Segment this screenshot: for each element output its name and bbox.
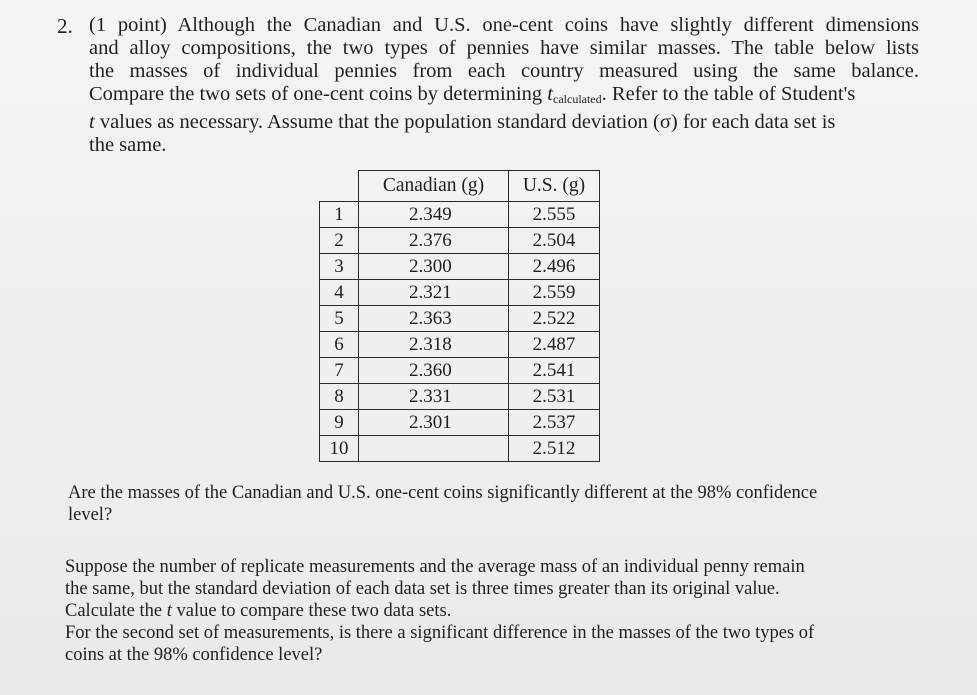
row-index: 8 bbox=[320, 384, 359, 410]
intro-line-3: the masses of individual pennies from each country measured using the same balance. bbox=[89, 60, 919, 82]
canadian-mass: 2.376 bbox=[359, 228, 509, 254]
us-mass: 2.496 bbox=[509, 254, 600, 280]
question-part-b bbox=[65, 556, 915, 666]
part-a-line-1: Are the masses of the Canadian and U.S. one-cent coins significantly different at the 98% confidence bbox=[68, 483, 818, 503]
question-part-a bbox=[68, 482, 918, 526]
row-index: 10 bbox=[320, 436, 359, 462]
table-row bbox=[320, 384, 600, 410]
intro-line-1: (1 point) Although the Canadian and U.S. one-cent coins have slightly different dimensions bbox=[89, 14, 919, 36]
us-mass: 2.537 bbox=[509, 410, 600, 436]
us-mass: 2.531 bbox=[509, 384, 600, 410]
canadian-mass bbox=[359, 436, 509, 462]
row-index: 1 bbox=[320, 202, 359, 228]
canadian-mass: 2.349 bbox=[359, 202, 509, 228]
question-intro bbox=[89, 14, 919, 157]
row-index: 2 bbox=[320, 228, 359, 254]
table-row bbox=[320, 358, 600, 384]
us-mass: 2.559 bbox=[509, 280, 600, 306]
part-b-line-2: the same, but the standard deviation of each data set is three times greater than its original value. bbox=[65, 579, 780, 599]
canadian-mass: 2.321 bbox=[359, 280, 509, 306]
table-row bbox=[320, 202, 600, 228]
intro-line-4: Compare the two sets of one-cent coins by determining $t_{calculated}$. Refer to the table of Student's bbox=[89, 83, 856, 106]
us-mass: 2.555 bbox=[509, 202, 600, 228]
row-index: 6 bbox=[320, 332, 359, 358]
part-b-line-4: For the second set of measurements, is there a significant difference in the masses of the two types of bbox=[65, 623, 815, 643]
part-a-line-2: level? bbox=[68, 505, 113, 525]
canadian-mass: 2.318 bbox=[359, 332, 509, 358]
table-body bbox=[320, 202, 600, 462]
canadian-mass: 2.331 bbox=[359, 384, 509, 410]
row-index: 7 bbox=[320, 358, 359, 384]
intro-line-5: t values as necessary. Assume that the population standard deviation (σ) for each data set is bbox=[89, 111, 836, 133]
part-b-line-5: coins at the 98% confidence level? bbox=[65, 645, 323, 665]
table-row bbox=[320, 254, 600, 280]
us-mass: 2.522 bbox=[509, 306, 600, 332]
canadian-mass: 2.363 bbox=[359, 306, 509, 332]
us-mass: 2.512 bbox=[509, 436, 600, 462]
table-header-row bbox=[320, 171, 600, 202]
table-row bbox=[320, 410, 600, 436]
canadian-mass: 2.300 bbox=[359, 254, 509, 280]
table-row bbox=[320, 280, 600, 306]
part-b-line-1: Suppose the number of replicate measurements and the average mass of an individual penny remain bbox=[65, 557, 805, 577]
us-mass: 2.504 bbox=[509, 228, 600, 254]
intro-line-2: and alloy compositions, the two types of pennies have similar masses. The table below lists bbox=[89, 37, 919, 59]
question-number: 2. bbox=[57, 14, 73, 38]
table-row bbox=[320, 332, 600, 358]
table-row bbox=[320, 436, 600, 462]
us-mass: 2.541 bbox=[509, 358, 600, 384]
table-row bbox=[320, 228, 600, 254]
row-index: 3 bbox=[320, 254, 359, 280]
canadian-mass: 2.301 bbox=[359, 410, 509, 436]
table-row bbox=[320, 306, 600, 332]
part-b-line-3: Calculate the t value to compare these two data sets. bbox=[65, 601, 452, 621]
header-canadian: Canadian (g) bbox=[359, 171, 509, 202]
intro-line-6: the same. bbox=[89, 134, 167, 156]
row-index: 9 bbox=[320, 410, 359, 436]
header-index bbox=[320, 171, 359, 202]
us-mass: 2.487 bbox=[509, 332, 600, 358]
row-index: 5 bbox=[320, 306, 359, 332]
header-us: U.S. (g) bbox=[509, 171, 600, 202]
row-index: 4 bbox=[320, 280, 359, 306]
penny-mass-table bbox=[319, 170, 600, 462]
canadian-mass: 2.360 bbox=[359, 358, 509, 384]
